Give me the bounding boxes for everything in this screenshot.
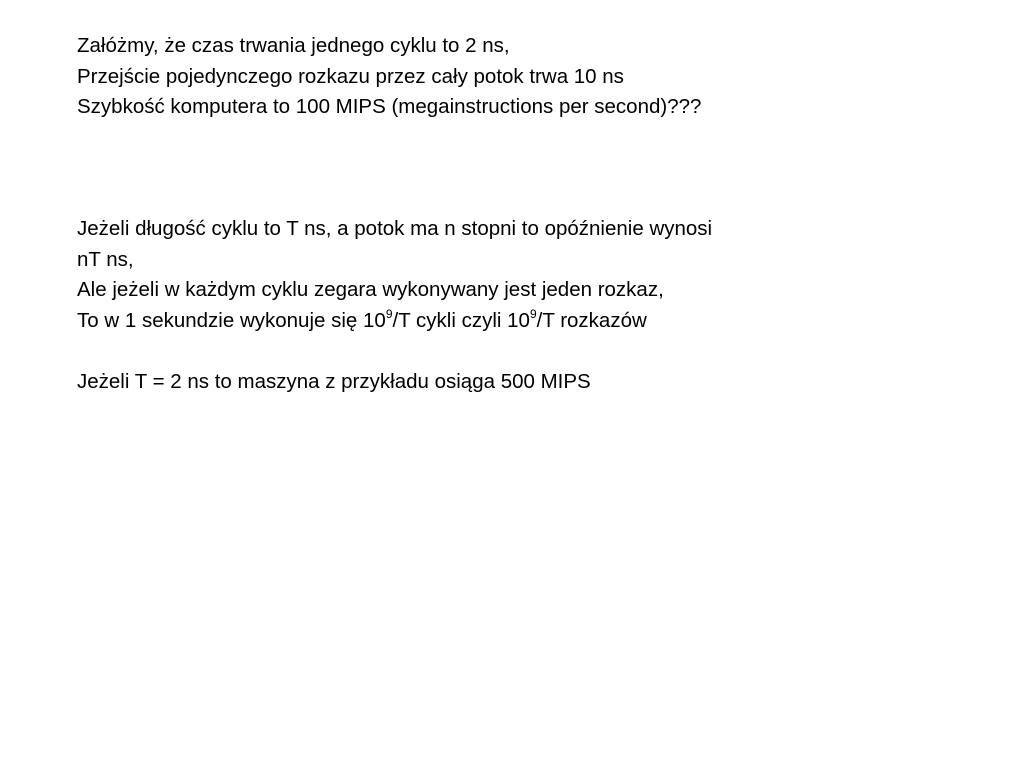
- intro-line-pipeline-latency: Przejście pojedynczego rozkazu przez cały potok trwa 10 ns: [77, 64, 624, 88]
- analysis-line-conclusion: Jeżeli T = 2 ns to maszyna z przykładu osiąga 500 MIPS: [77, 369, 591, 393]
- exponent-2: 9: [529, 306, 537, 321]
- analysis-line-one-per-cycle: Ale jeżeli w każdym cyklu zegara wykonywany jest jeden rozkaz,: [77, 278, 664, 302]
- analysis-line-delay-cont: nT ns,: [77, 247, 134, 271]
- intro-line-cycle-time: Załóżmy, że czas trwania jednego cyklu to 2 ns,: [77, 34, 510, 57]
- analysis-line-per-second: [77, 306, 977, 337]
- intro-paragraph: [77, 31, 977, 123]
- exponent-1: 9: [385, 306, 393, 321]
- per-second-text-3: /T rozkazów: [536, 308, 647, 332]
- intro-line-speed-question: Szybkość komputera to 100 MIPS (megainstructions per second)???: [77, 95, 702, 119]
- blank-line: [77, 336, 977, 367]
- analysis-line-delay: Jeżeli długość cyklu to T ns, a potok ma n stopni to opóźnienie wynosi: [77, 217, 713, 240]
- per-second-text-2: /T cykli czyli 10: [392, 308, 530, 332]
- analysis-paragraph: [77, 214, 977, 398]
- per-second-text-1: To w 1 sekundzie wykonuje się 10: [77, 308, 386, 332]
